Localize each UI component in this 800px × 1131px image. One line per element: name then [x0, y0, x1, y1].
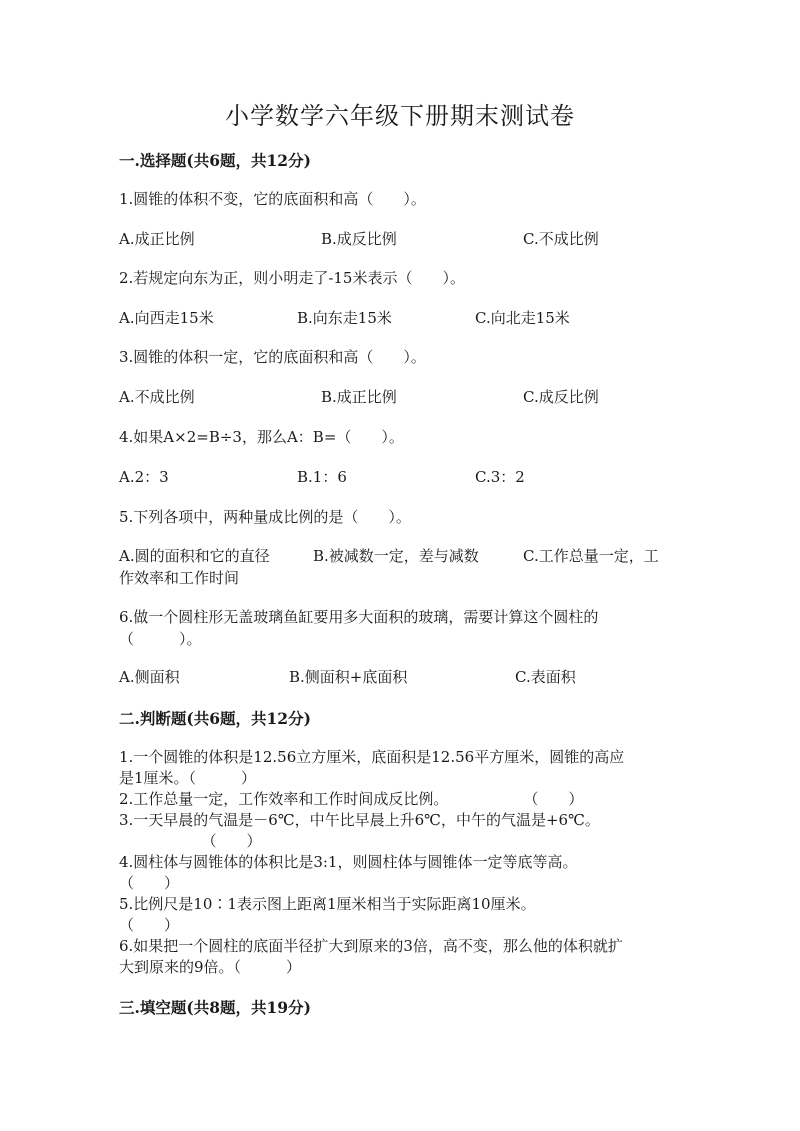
question-stem: 6.做一个圆柱形无盖玻璃鱼缸要用多大面积的玻璃，需要计算这个圆柱的: [119, 608, 599, 626]
statement-line: 4.圆柱体与圆锥体的体积比是3:1，则圆柱体与圆锥体一定等底等高。: [119, 853, 578, 871]
page-title: 小学数学六年级下册期末测试卷: [225, 102, 575, 130]
question-stem: 2.若规定向东为正，则小明走了-15米表示（ ）。: [119, 269, 465, 287]
statement-line: （ ）: [119, 874, 180, 892]
option-c: C.表面积: [515, 668, 576, 686]
section-heading-judgement: 二.判断题(共6题，共12分): [119, 709, 311, 728]
option-c: C.工作总量一定，工: [523, 547, 659, 565]
statement-line: 是1厘米。（ ）: [119, 769, 257, 787]
statement-line: 2.工作总量一定，工作效率和工作时间成反比例。 （ ）: [119, 790, 584, 808]
option-a: A.侧面积: [119, 668, 180, 686]
option-b: B.1：6: [297, 468, 347, 486]
option-b: B.成正比例: [321, 388, 397, 406]
option-a: A.向西走15米: [119, 309, 214, 327]
option-a: A.2：3: [119, 468, 169, 486]
statement-line: 3.一天早晨的气温是－6℃，中午比早晨上升6℃，中午的气温是+6℃。: [119, 811, 600, 829]
statement-line: （ ）: [119, 916, 180, 934]
option-c-continuation: 作效率和工作时间: [119, 569, 240, 587]
question-stem: 5.下列各项中，两种量成比例的是（ ）。: [119, 508, 411, 526]
option-a: A.不成比例: [119, 388, 195, 406]
statement-line: 1.一个圆锥的体积是12.56立方厘米，底面积是12.56平方厘米，圆锥的高应: [119, 748, 625, 766]
option-b: B.侧面积+底面积: [289, 668, 408, 686]
option-c: C.3：2: [475, 468, 525, 486]
option-a: A.成正比例: [119, 230, 195, 248]
question-stem: 3.圆锥的体积一定，它的底面积和高（ ）。: [119, 348, 426, 366]
option-b: B.成反比例: [321, 230, 397, 248]
question-stem: 4.如果A×2=B÷3，那么A：B=（ ）。: [119, 428, 404, 446]
statement-line: 大到原来的9倍。（ ）: [119, 958, 302, 976]
question-stem: 1.圆锥的体积不变，它的底面积和高（ ）。: [119, 190, 426, 208]
option-c: C.不成比例: [523, 230, 599, 248]
option-c: C.成反比例: [523, 388, 599, 406]
option-b: B.被减数一定，差与减数: [313, 547, 479, 565]
statement-line: 6.如果把一个圆柱的底面半径扩大到原来的3倍，高不变，那么他的体积就扩: [119, 937, 623, 955]
question-stem-continuation: （ ）。: [119, 630, 202, 648]
option-a: A.圆的面积和它的直径: [119, 547, 270, 565]
option-b: B.向东走15米: [297, 309, 392, 327]
statement-line: （ ）: [119, 832, 262, 850]
section-heading-fill-in: 三.填空题(共8题，共19分): [119, 998, 311, 1017]
option-c: C.向北走15米: [475, 309, 570, 327]
section-heading-choice: 一.选择题(共6题，共12分): [119, 151, 311, 170]
statement-line: 5.比例尺是10∶1表示图上距离1厘米相当于实际距离10厘米。: [119, 895, 536, 913]
